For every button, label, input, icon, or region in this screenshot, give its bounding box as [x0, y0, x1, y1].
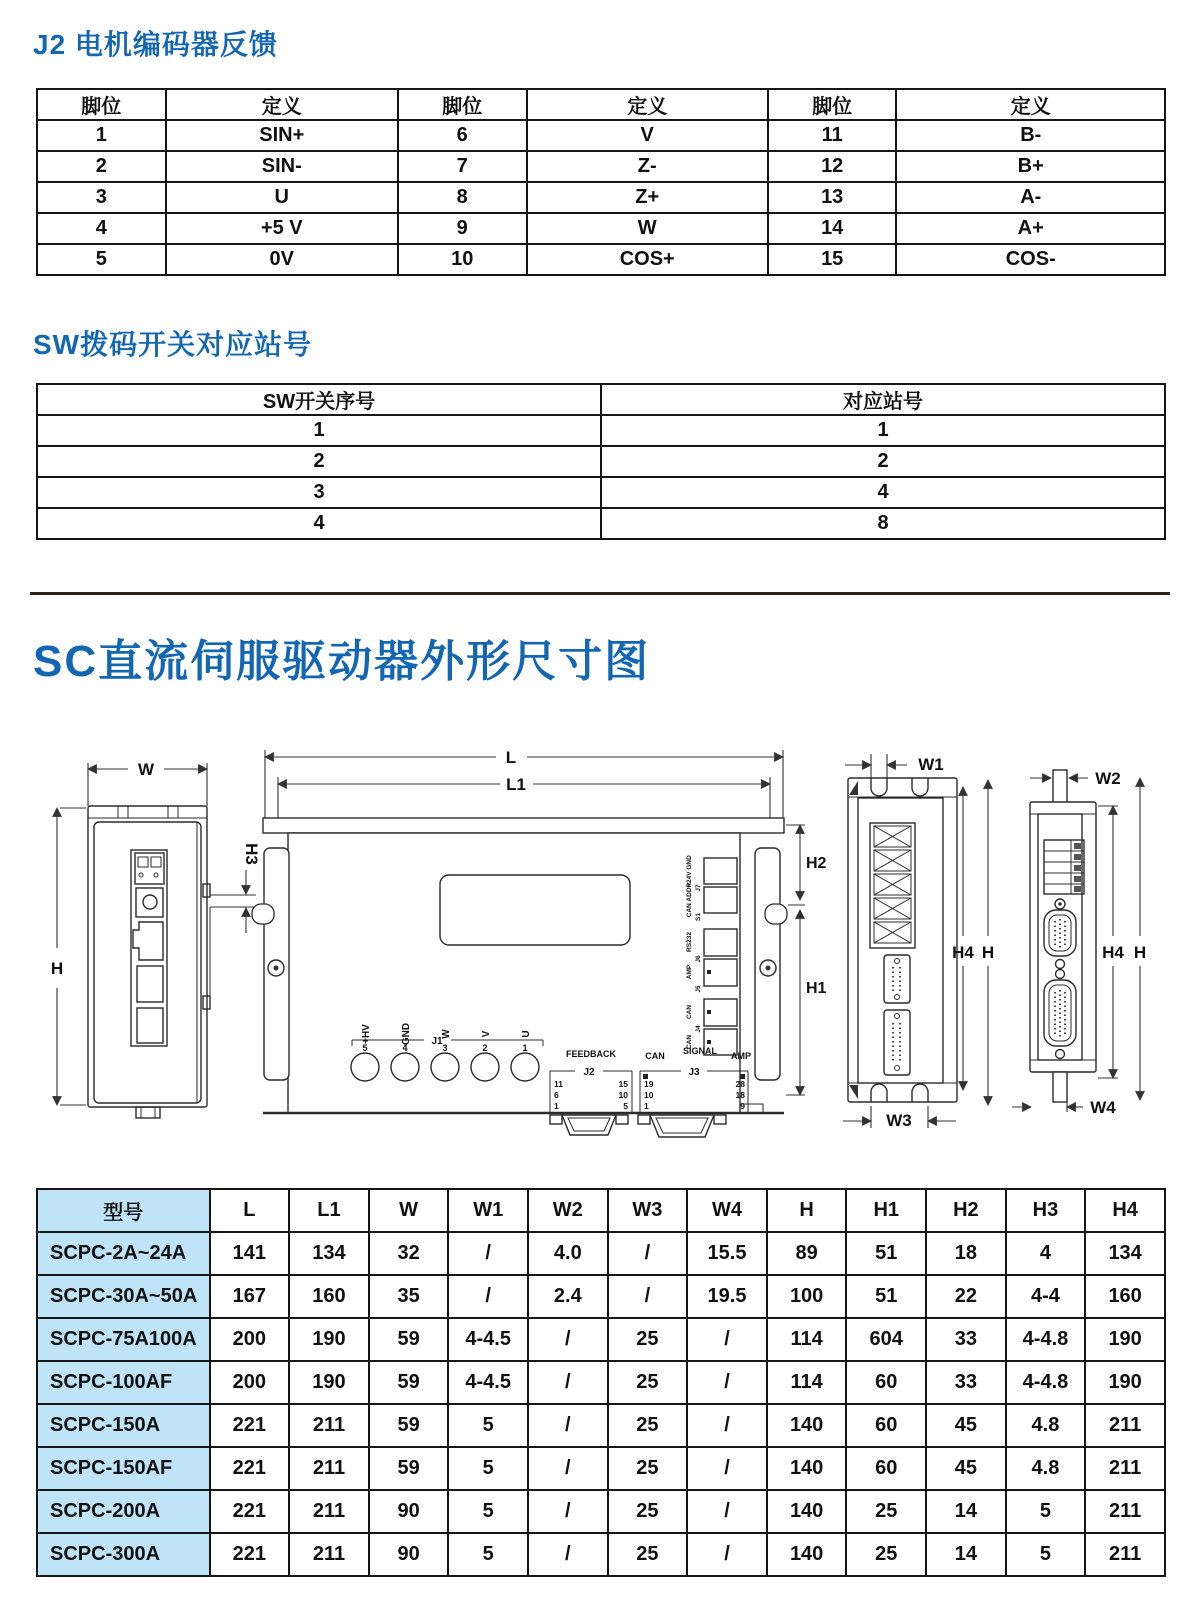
terminal-label: GND: [401, 1022, 412, 1046]
table-cell: /: [687, 1490, 767, 1533]
port-tag: S1: [695, 913, 702, 921]
table-cell: SCPC-200A: [37, 1490, 210, 1533]
table-row: [37, 1318, 1165, 1361]
table-cell: 59: [369, 1404, 449, 1447]
terminal-pin-number: 1: [522, 1043, 528, 1053]
table-cell: 114: [767, 1318, 847, 1361]
pin-number: 15: [618, 1079, 628, 1089]
table-cell: 221: [210, 1533, 290, 1576]
pin-number: 9: [740, 1101, 745, 1111]
table-cell: 60: [846, 1447, 926, 1490]
column-header: 脚位: [398, 89, 527, 120]
column-header: H1: [846, 1189, 926, 1232]
column-header: 对应站号: [601, 384, 1165, 415]
port-tag: J4: [695, 1025, 702, 1033]
table-cell: SCPC-150A: [37, 1404, 210, 1447]
table-cell: 5: [1006, 1533, 1086, 1576]
table-cell: 5: [448, 1533, 528, 1576]
terminal-pin-number: 5: [362, 1043, 368, 1053]
table-cell: 211: [1085, 1404, 1165, 1447]
pin-number: 1: [554, 1101, 559, 1111]
table-cell: /: [528, 1361, 608, 1404]
table-cell: 221: [210, 1490, 290, 1533]
table-cell: 25: [608, 1447, 688, 1490]
terminal-label: U: [521, 1030, 532, 1038]
table-body: [37, 120, 1165, 275]
table-cell: 22: [926, 1275, 1006, 1318]
section-divider: [30, 592, 1170, 595]
table-cell: 2: [601, 446, 1165, 477]
table-cell: 12: [768, 151, 897, 182]
table-cell: 25: [608, 1318, 688, 1361]
table-cell: 221: [210, 1404, 290, 1447]
dim-label-w4: W4: [1090, 1098, 1116, 1117]
table-cell: 1: [601, 415, 1165, 446]
table-row: [37, 415, 1165, 446]
column-header: W2: [528, 1189, 608, 1232]
section-title-sw-dip: SW拨码开关对应站号: [33, 329, 313, 360]
table-cell: 8: [398, 182, 527, 213]
table-cell: 200: [210, 1318, 290, 1361]
column-header: L1: [289, 1189, 369, 1232]
table-row: [37, 1533, 1165, 1576]
table-cell: 190: [289, 1361, 369, 1404]
table-cell: SCPC-2A~24A: [37, 1232, 210, 1275]
table-cell: 141: [210, 1232, 290, 1275]
pin-number: 5: [623, 1101, 628, 1111]
terminal-pin-number: 2: [482, 1043, 488, 1053]
column-header: W: [369, 1189, 449, 1232]
table-cell: B+: [896, 151, 1165, 182]
profile-view-drawing: [1012, 769, 1146, 1117]
table-cell: 604: [846, 1318, 926, 1361]
table-cell: 4-4: [1006, 1275, 1086, 1318]
table-cell: 8: [601, 508, 1165, 539]
table-cell: /: [528, 1490, 608, 1533]
table-cell: 140: [767, 1533, 847, 1576]
table-cell: 134: [289, 1232, 369, 1275]
table-cell: /: [608, 1232, 688, 1275]
feedback-label: FEEDBACK: [565, 1049, 617, 1059]
table-cell: 5: [448, 1404, 528, 1447]
table-cell: /: [608, 1275, 688, 1318]
table-cell: +5 V: [166, 213, 398, 244]
table-head: [37, 89, 1165, 120]
table-row: [37, 182, 1165, 213]
table-body: [37, 1232, 1165, 1576]
table-cell: 140: [767, 1490, 847, 1533]
dim-label-h4: H4: [952, 943, 974, 962]
port-tag: J7: [695, 884, 702, 892]
table-cell: 211: [1085, 1490, 1165, 1533]
connector-label-j3: J3: [688, 1067, 700, 1078]
table-cell: 3: [37, 182, 166, 213]
dim-label-h3: H3: [242, 843, 261, 865]
table-cell: W: [527, 213, 768, 244]
pin-number: 10: [644, 1090, 654, 1100]
table-cell: 4: [601, 477, 1165, 508]
j2-pin-table: [36, 88, 1166, 276]
table-cell: 60: [846, 1404, 926, 1447]
table-cell: 59: [369, 1447, 449, 1490]
dim-label-w2: W2: [1095, 769, 1121, 788]
table-cell: 3: [37, 477, 601, 508]
connector-label-j1: J1: [431, 1036, 443, 1047]
table-cell: 114: [767, 1361, 847, 1404]
table-row: [37, 1404, 1165, 1447]
table-cell: 18: [926, 1232, 1006, 1275]
table-head: [37, 384, 1165, 415]
table-cell: 140: [767, 1447, 847, 1490]
table-cell: /: [528, 1533, 608, 1576]
column-header: W4: [687, 1189, 767, 1232]
table-row: [37, 244, 1165, 275]
table-cell: 11: [768, 120, 897, 151]
table-cell: SCPC-100AF: [37, 1361, 210, 1404]
table-row: [37, 1275, 1165, 1318]
table-cell: /: [528, 1318, 608, 1361]
table-row: [37, 446, 1165, 477]
table-cell: B-: [896, 120, 1165, 151]
terminal-label: V: [481, 1030, 492, 1038]
column-header: H: [767, 1189, 847, 1232]
front-view-drawing: [252, 748, 827, 1137]
table-cell: 14: [768, 213, 897, 244]
dim-label-w: W: [137, 760, 155, 779]
table-cell: 4: [1006, 1232, 1086, 1275]
port-label: CAN: [686, 1004, 693, 1020]
table-cell: /: [687, 1404, 767, 1447]
table-cell: 4.8: [1006, 1404, 1086, 1447]
column-header: 脚位: [768, 89, 897, 120]
table-cell: 4-4.8: [1006, 1361, 1086, 1404]
table-cell: 160: [1085, 1275, 1165, 1318]
table-cell: 25: [846, 1533, 926, 1576]
table-row: [37, 1361, 1165, 1404]
table-cell: SCPC-75A100A: [37, 1318, 210, 1361]
amp-label: AMP: [731, 1051, 751, 1061]
column-header: H3: [1006, 1189, 1086, 1232]
terminal-pin-number: 3: [442, 1043, 448, 1053]
table-cell: 1: [37, 120, 166, 151]
table-cell: 211: [289, 1533, 369, 1576]
table-cell: 5: [448, 1447, 528, 1490]
table-cell: SIN+: [166, 120, 398, 151]
port-tag: J5: [695, 985, 702, 993]
dim-label-l1: L1: [506, 775, 526, 794]
table-cell: SCPC-300A: [37, 1533, 210, 1576]
table-cell: 19.5: [687, 1275, 767, 1318]
table-cell: 190: [1085, 1318, 1165, 1361]
table-cell: COS+: [527, 244, 768, 275]
dim-label-h: H: [50, 959, 64, 978]
table-cell: /: [687, 1533, 767, 1576]
column-header: W1: [448, 1189, 528, 1232]
column-header: 定义: [896, 89, 1165, 120]
pin-number: 6: [554, 1090, 559, 1100]
table-cell: 10: [398, 244, 527, 275]
table-cell: /: [687, 1447, 767, 1490]
table-cell: 59: [369, 1318, 449, 1361]
table-cell: 4.0: [528, 1232, 608, 1275]
table-cell: SIN-: [166, 151, 398, 182]
table-cell: 25: [608, 1361, 688, 1404]
table-cell: 167: [210, 1275, 290, 1318]
table-cell: 25: [608, 1533, 688, 1576]
section-title-sc-dimensions: SC直流伺服驱动器外形尺寸图: [33, 637, 651, 686]
table-cell: 15: [768, 244, 897, 275]
table-cell: 2: [37, 446, 601, 477]
table-head: [37, 1189, 1165, 1232]
can-label: CAN: [645, 1051, 665, 1061]
table-cell: 45: [926, 1447, 1006, 1490]
column-header: 脚位: [37, 89, 166, 120]
table-cell: 2.4: [528, 1275, 608, 1318]
terminal-label: +HV: [361, 1024, 372, 1044]
dimension-drawing: [0, 708, 1200, 1153]
column-header: SW开关序号: [37, 384, 601, 415]
table-cell: 51: [846, 1232, 926, 1275]
table-cell: 14: [926, 1533, 1006, 1576]
side-view-drawing: [51, 760, 261, 1118]
table-cell: 4.8: [1006, 1447, 1086, 1490]
pin-number: 10: [618, 1090, 628, 1100]
table-cell: 134: [1085, 1232, 1165, 1275]
table-cell: SCPC-150AF: [37, 1447, 210, 1490]
column-header: W3: [608, 1189, 688, 1232]
table-cell: 4-4.5: [448, 1318, 528, 1361]
table-cell: 14: [926, 1490, 1006, 1533]
table-cell: 25: [608, 1404, 688, 1447]
table-row: [37, 1447, 1165, 1490]
back-view-drawing: [843, 754, 994, 1130]
table-cell: A+: [896, 213, 1165, 244]
table-cell: 90: [369, 1533, 449, 1576]
table-cell: 4-4.5: [448, 1361, 528, 1404]
table-cell: 5: [1006, 1490, 1086, 1533]
table-cell: 4: [37, 213, 166, 244]
table-cell: 89: [767, 1232, 847, 1275]
table-cell: 211: [289, 1447, 369, 1490]
table-cell: /: [687, 1318, 767, 1361]
table-cell: 25: [846, 1490, 926, 1533]
table-cell: 51: [846, 1275, 926, 1318]
table-row: [37, 213, 1165, 244]
table-cell: 6: [398, 120, 527, 151]
header-row: [37, 384, 1165, 415]
port-label: CAN ADDR: [686, 882, 693, 918]
table-body: [37, 415, 1165, 539]
table-cell: 160: [289, 1275, 369, 1318]
table-cell: 15.5: [687, 1232, 767, 1275]
table-cell: 211: [289, 1404, 369, 1447]
table-cell: /: [448, 1275, 528, 1318]
table-cell: 9: [398, 213, 527, 244]
table-cell: 4-4.8: [1006, 1318, 1086, 1361]
header-row: [37, 89, 1165, 120]
dim-label-h: H: [981, 943, 995, 962]
pin-number: 19: [644, 1079, 654, 1089]
table-row: [37, 508, 1165, 539]
table-cell: 25: [608, 1490, 688, 1533]
terminal-label: W: [441, 1029, 452, 1039]
terminal-pin-number: 4: [402, 1043, 408, 1053]
table-cell: 33: [926, 1361, 1006, 1404]
port-label: CAN: [686, 1034, 693, 1050]
column-header: L: [210, 1189, 290, 1232]
table-cell: 190: [289, 1318, 369, 1361]
table-cell: 5: [448, 1490, 528, 1533]
pin-number: 18: [735, 1090, 745, 1100]
pin-number: 28: [735, 1079, 745, 1089]
table-cell: 0V: [166, 244, 398, 275]
table-cell: 13: [768, 182, 897, 213]
column-header: H4: [1085, 1189, 1165, 1232]
table-row: [37, 477, 1165, 508]
port-label: AMP: [686, 964, 693, 980]
table-cell: Z+: [527, 182, 768, 213]
table-cell: 140: [767, 1404, 847, 1447]
sw-station-table: [36, 383, 1166, 540]
table-cell: 211: [1085, 1447, 1165, 1490]
table-cell: 5: [37, 244, 166, 275]
table-cell: 32: [369, 1232, 449, 1275]
column-header: 定义: [166, 89, 398, 120]
table-cell: 211: [289, 1490, 369, 1533]
table-row: [37, 1490, 1165, 1533]
table-cell: 100: [767, 1275, 847, 1318]
header-row: [37, 1189, 1165, 1232]
table-cell: 33: [926, 1318, 1006, 1361]
table-cell: /: [687, 1361, 767, 1404]
table-cell: V: [527, 120, 768, 151]
column-header: H2: [926, 1189, 1006, 1232]
dim-label-w1: W1: [918, 755, 944, 774]
table-cell: SCPC-30A~50A: [37, 1275, 210, 1318]
table-cell: /: [528, 1447, 608, 1490]
column-header: 型号: [37, 1189, 210, 1232]
table-cell: 1: [37, 415, 601, 446]
pin-number: 11: [554, 1079, 563, 1089]
signal-label: SIGNAL: [682, 1046, 718, 1056]
table-cell: 4: [37, 508, 601, 539]
table-row: [37, 1232, 1165, 1275]
dim-label-h1: H1: [806, 980, 827, 997]
table-cell: 35: [369, 1275, 449, 1318]
dim-label-h4: H4: [1102, 943, 1124, 962]
connector-label-j2: J2: [583, 1067, 595, 1078]
column-header: 定义: [527, 89, 768, 120]
port-label: RS232: [686, 932, 693, 952]
table-cell: 59: [369, 1361, 449, 1404]
table-cell: 7: [398, 151, 527, 182]
table-cell: A-: [896, 182, 1165, 213]
table-cell: /: [528, 1404, 608, 1447]
table-row: [37, 120, 1165, 151]
port-label: +24V GND: [686, 855, 693, 887]
table-cell: COS-: [896, 244, 1165, 275]
table-cell: 211: [1085, 1533, 1165, 1576]
table-cell: 45: [926, 1404, 1006, 1447]
table-cell: 60: [846, 1361, 926, 1404]
table-cell: 190: [1085, 1361, 1165, 1404]
table-cell: 200: [210, 1361, 290, 1404]
dim-label-h: H: [1133, 943, 1147, 962]
dimension-spec-table: [36, 1188, 1166, 1577]
table-cell: /: [448, 1232, 528, 1275]
table-row: [37, 151, 1165, 182]
dim-label-h2: H2: [806, 855, 827, 872]
table-cell: 221: [210, 1447, 290, 1490]
table-cell: U: [166, 182, 398, 213]
table-cell: 2: [37, 151, 166, 182]
dim-label-w3: W3: [886, 1111, 912, 1130]
dim-label-l: L: [505, 748, 517, 767]
table-cell: 90: [369, 1490, 449, 1533]
section-title-j2-encoder: J2 电机编码器反馈: [33, 29, 278, 60]
dimension-drawing-svg: [0, 708, 1200, 1153]
pin-number: 1: [644, 1101, 649, 1111]
port-tag: J6: [695, 955, 702, 963]
table-cell: Z-: [527, 151, 768, 182]
